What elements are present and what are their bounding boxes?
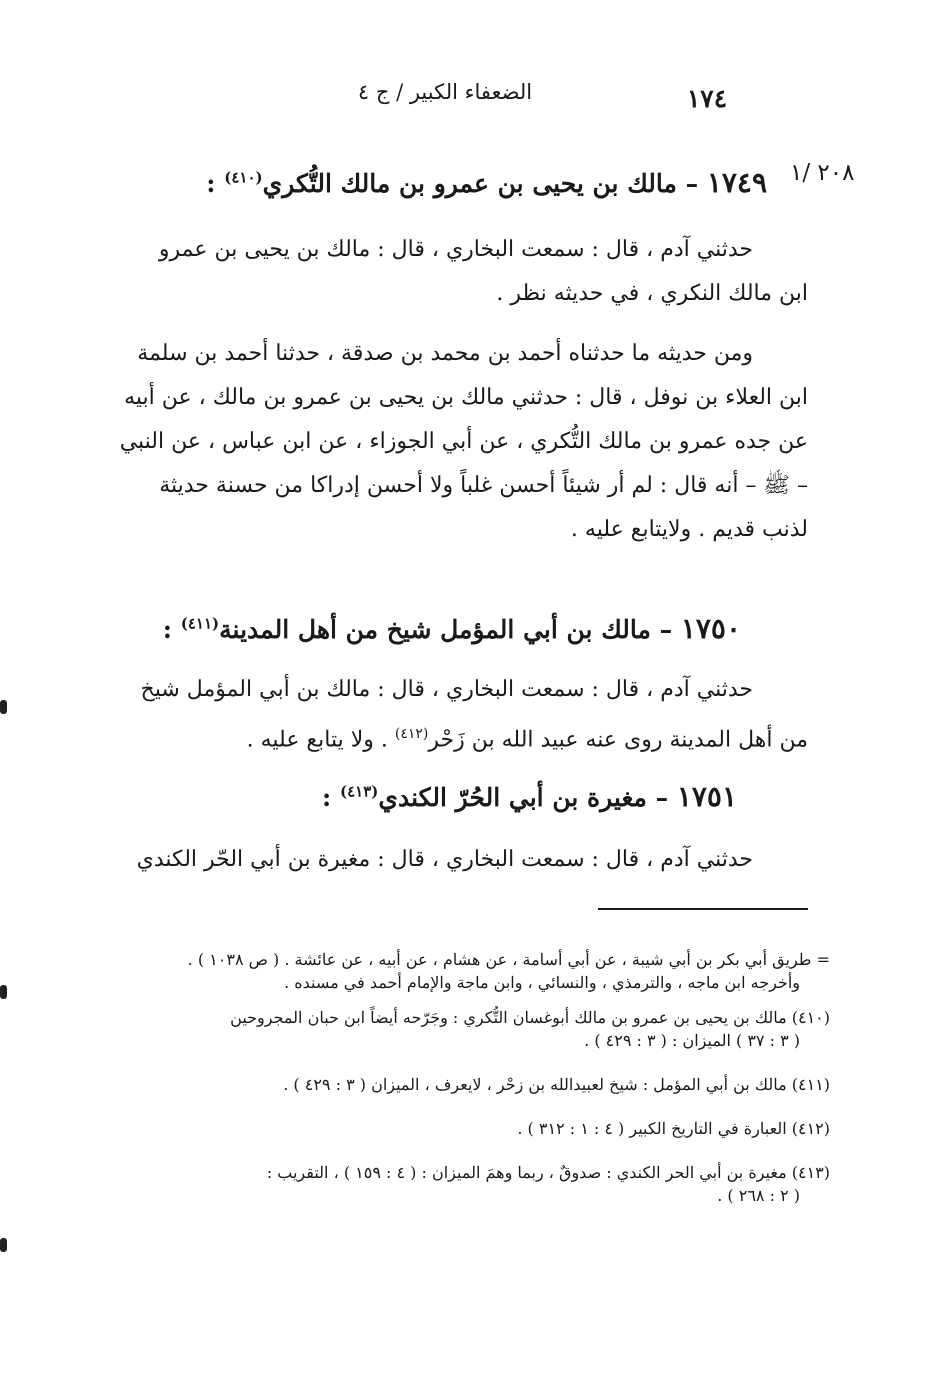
- footnote-line: (٤١٢) العبارة في التاريخ الكبير ( ٤ : ١ : ٣١٢ ) .: [517, 1119, 830, 1138]
- footnote-line: وأخرجه ابن ماجه ، والترمذي ، والنسائي ، وابن ماجة والإمام أحمد في مسنده .: [284, 973, 800, 992]
- footnote-line: (٤١٣) مغيرة بن أبي الحر الكندي : صدوقٌ ، ربما وهمَ الميزان : ( ٤ : ١٥٩ ) ، التقريب :: [266, 1163, 830, 1182]
- entry-colon: :: [206, 169, 216, 198]
- text-line: ابن العلاء بن نوفل ، قال : حدثني مالك بن يحيى بن عمرو بن مالك ، عن أبيه: [124, 385, 808, 410]
- scan-mark: [0, 700, 7, 714]
- entry-dash: –: [685, 169, 699, 198]
- footnote: [108, 1161, 830, 1207]
- entry-colon: :: [322, 783, 332, 812]
- text-line: حدثني آدم ، قال : سمعت البخاري ، قال : مغيرة بن أبي الحّر الكندي: [136, 847, 753, 872]
- note-reference: (٤١٠): [224, 168, 263, 187]
- footnote: [108, 1117, 830, 1140]
- entry-number: ١٧٥٠: [680, 612, 741, 645]
- entry-dash: –: [655, 783, 669, 812]
- text-segment: . ولا يتابع عليه .: [246, 727, 388, 753]
- text-line: حدثني آدم ، قال : سمعت البخاري ، قال : مالك بن أبي المؤمل شيخ: [140, 677, 753, 702]
- entry-heading: [163, 612, 741, 645]
- entry-paragraph: [108, 668, 808, 762]
- entry-title: مالك بن أبي المؤمل شيخ من أهل المدينة: [219, 615, 651, 644]
- entry-colon: :: [162, 615, 173, 644]
- text-line: ابن مالك النكري ، في حديثه نظر .: [496, 281, 808, 306]
- entry-heading: [322, 780, 737, 813]
- text-line: حدثني آدم ، قال : سمعت البخاري ، قال : مالك بن يحيى بن عمرو: [158, 237, 753, 262]
- page-number: ١٧٤: [686, 84, 728, 113]
- footnotes: [108, 948, 830, 1228]
- footnote-line: ( ٣ : ٣٧ ) الميزان : ( ٣ : ٤٢٩ ) .: [584, 1031, 800, 1050]
- entry-dash: –: [659, 615, 673, 644]
- entry-title: مغيرة بن أبي الحُرّ الكندي: [378, 783, 647, 812]
- entry-title: مالك بن يحيى بن عمرو بن مالك التُّكري: [262, 169, 677, 198]
- scan-mark: [0, 985, 7, 999]
- running-title: الضعفاء الكبير / ج ٤: [357, 80, 533, 104]
- text-line: [108, 712, 808, 762]
- scan-mark: [0, 1238, 7, 1252]
- entry-heading: [206, 166, 767, 199]
- text-line: – ﷺ – أنه قال : لم أر شيئاً أحسن غلباً ولا أحسن إدراكا من حسنة حديثة: [159, 473, 808, 498]
- footnote-line: ( ٢ : ٢٦٨ ) .: [717, 1186, 800, 1205]
- entry-number: ١٧٤٩: [706, 166, 767, 199]
- entry-paragraph: [108, 332, 808, 552]
- text-line: لذنب قديم . ولايتابع عليه .: [570, 517, 808, 542]
- footnote: [108, 948, 830, 994]
- note-reference: (٤١٢): [394, 726, 429, 742]
- footnote: [108, 1006, 830, 1052]
- entry-paragraph: [108, 838, 808, 882]
- footnote-line: = طريق أبي بكر بن أبي شيبة ، عن أبي أسامة ، عن هشام ، عن أبيه ، عن عائشة . ( ص ١٠٣٨ ) .: [187, 950, 830, 969]
- footnote-line: (٤١١) مالك بن أبي المؤمل : شيخ لعبيدالله بن زحْر ، لايعرف ، الميزان ( ٣ : ٤٢٩ ) .: [283, 1075, 830, 1094]
- footnote-line: (٤١٠) مالك بن يحيى بن عمرو بن مالك أبوغسان التُّكري : وجَرّحه أيضاً ابن حبان المجروحين: [230, 1008, 830, 1027]
- text-line: عن جده عمرو بن مالك التُّكري ، عن أبي الجوزاء ، عن ابن عباس ، عن النبي: [119, 429, 808, 454]
- note-reference: (٤١١): [180, 614, 220, 633]
- text-segment: من أهل المدينة روى عنه عبيد الله بن زَحْر: [428, 727, 808, 753]
- margin-reference: ٢٠٨ /١: [790, 160, 855, 186]
- footnote: [108, 1073, 830, 1096]
- footnote-divider: [598, 908, 808, 910]
- entry-paragraph: [108, 228, 808, 316]
- entry-number: ١٧٥١: [676, 780, 737, 813]
- note-reference: (٤١٣): [339, 782, 379, 801]
- text-line: ومن حديثه ما حدثناه أحمد بن محمد بن صدقة ، حدثنا أحمد بن سلمة: [137, 341, 753, 366]
